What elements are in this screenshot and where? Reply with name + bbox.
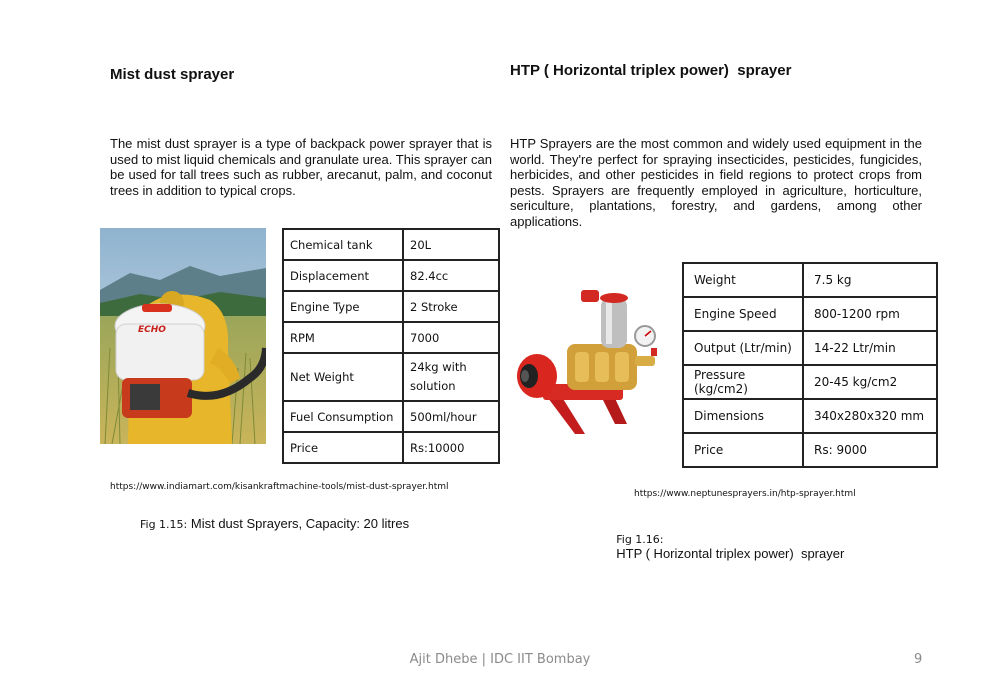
table-row [283,260,499,291]
spec-value: 20L [403,229,499,260]
spec-value: 2 Stroke [403,291,499,322]
table-row [683,365,937,399]
footer-author: Ajit Dhebe | IDC IIT Bombay [409,652,591,667]
spec-value: 24kg with solution [403,353,499,401]
table-row [683,263,937,297]
spec-value: Rs:10000 [403,432,499,463]
right-heading: HTP ( Horizontal triplex power) sprayer [510,62,792,79]
spec-value: Rs: 9000 [803,433,937,467]
mist-dust-sprayer-photo [100,228,266,444]
left-heading: Mist dust sprayer [110,66,235,83]
right-source-url: https://www.neptunesprayers.in/htp-sprayer.html [634,489,856,499]
left-source-url: https://www.indiamart.com/kisankraftmachine-tools/mist-dust-sprayer.html [110,482,449,492]
right-caption [609,516,844,561]
table-row [683,433,937,467]
table-row [683,331,937,365]
left-caption-label: Fig 1.15: [140,518,188,531]
table-row [683,399,937,433]
spec-label: Displacement [283,260,403,291]
spec-label: Chemical tank [283,229,403,260]
spec-label: Fuel Consumption [283,401,403,432]
spec-value: 82.4cc [403,260,499,291]
spec-value: 7.5 kg [803,263,937,297]
table-row [283,322,499,353]
svg-text:ECHO: ECHO [138,325,166,335]
right-caption-label: Fig 1.16: [616,533,664,546]
left-spec-table [282,228,500,464]
spec-value: 500ml/hour [403,401,499,432]
page-number: 9 [914,652,923,667]
htp-sprayer-photo [515,284,665,436]
spec-value: 340x280x320 mm [803,399,937,433]
spec-value: 800-1200 rpm [803,297,937,331]
spec-value: 14-22 Ltr/min [803,331,937,365]
spec-label: Engine Type [283,291,403,322]
spec-label: Net Weight [283,353,403,401]
table-row [283,353,499,401]
spec-label: Dimensions [683,399,803,433]
left-paragraph: The mist dust sprayer is a type of backpack power sprayer that is used to mist liquid chemicals and granulate urea. This sprayer can be used for tall trees such as rubber, arecanut, palm, and coconut trees in addition to typical crops. [110,136,492,198]
spec-label: Weight [683,263,803,297]
spec-label: Engine Speed [683,297,803,331]
spec-value: 20-45 kg/cm2 [803,365,937,399]
spec-label: Price [683,433,803,467]
left-caption-text: Mist dust Sprayers, Capacity: 20 litres [190,516,410,531]
spec-label: Output (Ltr/min) [683,331,803,365]
spec-label: Price [283,432,403,463]
table-row [283,401,499,432]
spec-label: Pressure (kg/cm2) [683,365,803,399]
left-caption [140,516,409,531]
table-row [683,297,937,331]
spec-label: RPM [283,322,403,353]
right-spec-table [682,262,938,468]
spec-value: 7000 [403,322,499,353]
table-row [283,291,499,322]
table-row [283,432,499,463]
right-paragraph: HTP Sprayers are the most common and widely used equipment in the world. They're perfect for spraying insecticides, pesticides, fungicides, herbicides, and other pesticides in field regions to protect crops from pests. Sprayers are frequently employed in agriculture, horticulture, sericulture, plantations, forestry, and gardens, among other applications. [510,136,922,229]
table-row [283,229,499,260]
right-caption-text: HTP ( Horizontal triplex power) sprayer [616,546,845,561]
